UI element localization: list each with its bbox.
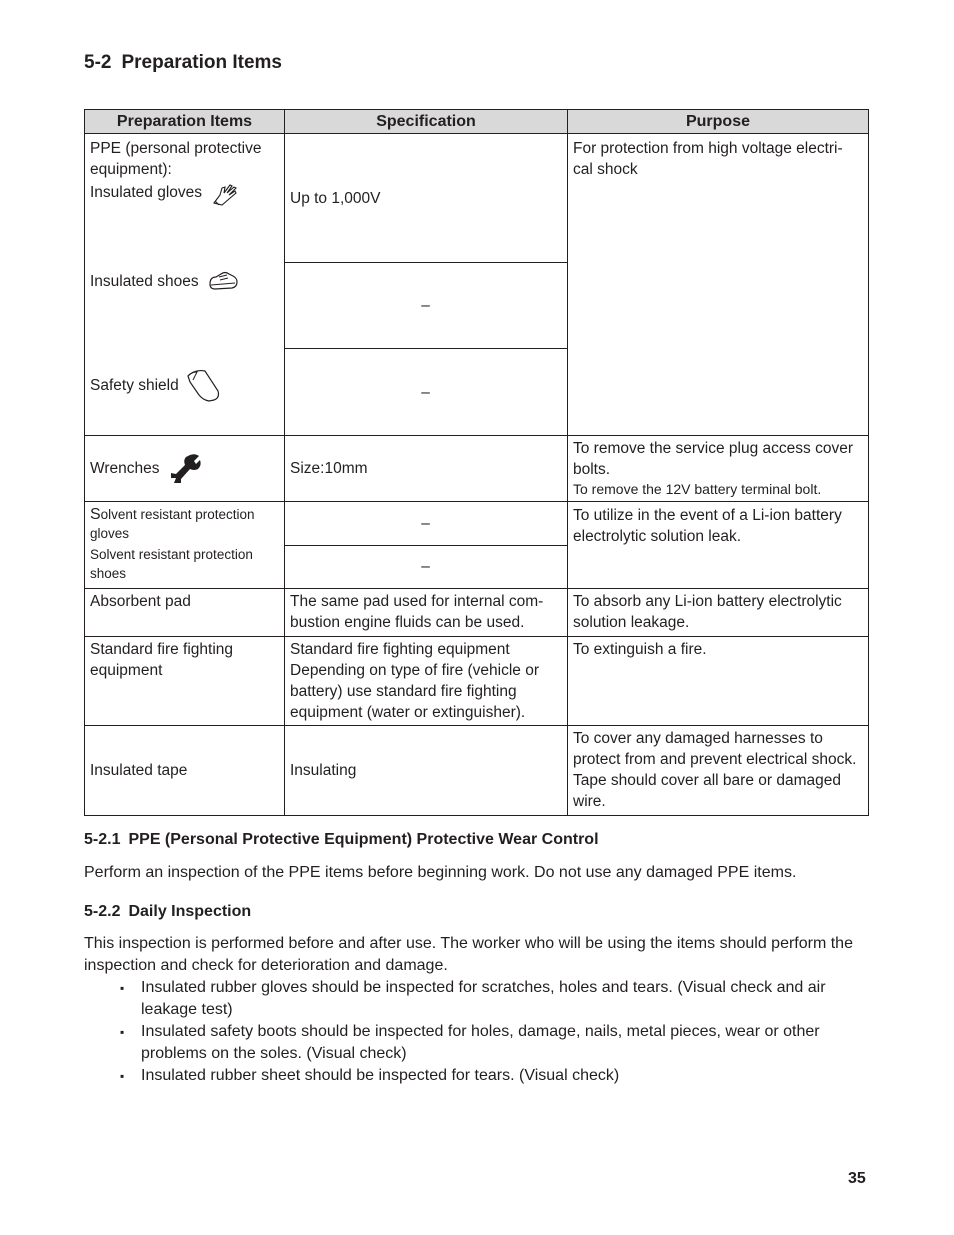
page-number: 35 <box>848 1170 866 1187</box>
table-row <box>85 134 869 263</box>
header-specification: Specification <box>285 110 568 134</box>
subsection-heading-daily: 5-2.2 Daily Inspection <box>84 903 252 920</box>
table-row <box>85 502 869 546</box>
wrenches-spec: Size:10mm <box>285 436 568 502</box>
wrench-icon <box>168 452 202 490</box>
list-item: ▪ Insulated safety boots should be inspected for holes, damage, nails, metal pieces, wear or other problems on the soles. (Visual check) <box>120 1021 850 1065</box>
inspection-list <box>120 977 850 1087</box>
fire-spec-cell <box>285 636 568 725</box>
wrenches-purpose-cell <box>568 436 869 502</box>
shield-spec: – <box>285 349 568 436</box>
list-item: ▪ Insulated rubber sheet should be inspected for tears. (Visual check) <box>120 1065 850 1087</box>
solvent-gloves-spec: – <box>285 502 568 546</box>
ppe-item-cell <box>85 134 285 436</box>
list-item: ▪ Insulated rubber gloves should be inspected for scratches, holes and tears. (Visual check and air leakage test) <box>120 977 850 1021</box>
solvent-shoes-spec: – <box>285 545 568 588</box>
preparation-items-table <box>84 109 869 816</box>
absorbent-item: Absorbent pad <box>85 588 285 636</box>
fire-purpose: To extinguish a fire. <box>568 636 869 725</box>
table-row <box>85 725 869 815</box>
solvent-shoes-item: Solvent resistant protection shoes <box>85 545 285 588</box>
ppe-paragraph: Perform an inspection of the PPE items before beginning work. Do not use any damaged PPE items. <box>84 864 797 881</box>
wrenches-item-cell <box>85 436 285 502</box>
solvent-purpose: To utilize in the event of a Li-ion battery electrolytic solution leak. <box>568 502 869 589</box>
tape-item: Insulated tape <box>85 725 285 815</box>
face-shield-icon <box>185 368 223 408</box>
header-purpose: Purpose <box>568 110 869 134</box>
solvent-gloves-item: Solvent resistant protection gloves <box>85 502 285 546</box>
fire-spec-line1: Standard fire fighting equipment <box>290 640 510 658</box>
header-items: Preparation Items <box>85 110 285 134</box>
fire-item: Standard fire fighting equipment <box>85 636 285 725</box>
insulated-gloves-label: Insulated gloves <box>90 183 203 201</box>
wrenches-purpose: To remove the service plug access cover bolts. <box>573 440 853 478</box>
wrenches-label: Wrenches <box>90 460 160 477</box>
shoe-icon <box>207 268 239 298</box>
tape-purpose: To cover any damaged harnesses to protect from and prevent electrical shock. Tape should cover all bare or damaged wire. <box>568 725 869 815</box>
section-number: 5-2 <box>84 52 112 73</box>
tape-spec: Insulating <box>285 725 568 815</box>
section-heading <box>84 52 282 74</box>
subsection-heading-ppe: 5-2.1 PPE (Personal Protective Equipment) Protective Wear Control <box>84 831 599 848</box>
gloves-spec: Up to 1,000V <box>285 134 568 263</box>
table-row <box>85 436 869 502</box>
ppe-purpose: For protection from high voltage electri-cal shock <box>568 134 869 436</box>
insulated-shoes-label: Insulated shoes <box>90 272 199 290</box>
table-row <box>85 588 869 636</box>
safety-shield-label: Safety shield <box>90 376 179 394</box>
section-title: Preparation Items <box>121 52 282 73</box>
glove-icon <box>210 179 240 213</box>
daily-paragraph: This inspection is performed before and after use. The worker who will be using the items should perform the inspection and check for deterioration and damage. <box>84 935 853 974</box>
ppe-label: PPE (personal protective equipment): <box>90 140 262 178</box>
wrenches-purpose-note: To remove the 12V battery terminal bolt. <box>573 481 822 497</box>
table-header-row <box>85 110 869 134</box>
shoes-spec: – <box>285 263 568 349</box>
fire-spec-line2: Depending on type of fire (vehicle or battery) use standard fire fighting equipment (water or extinguisher). <box>290 661 540 721</box>
table-row <box>85 636 869 725</box>
absorbent-purpose: To absorb any Li-ion battery electrolytic solution leakage. <box>568 588 869 636</box>
absorbent-spec: The same pad used for internal com-bustion engine fluids can be used. <box>285 588 568 636</box>
